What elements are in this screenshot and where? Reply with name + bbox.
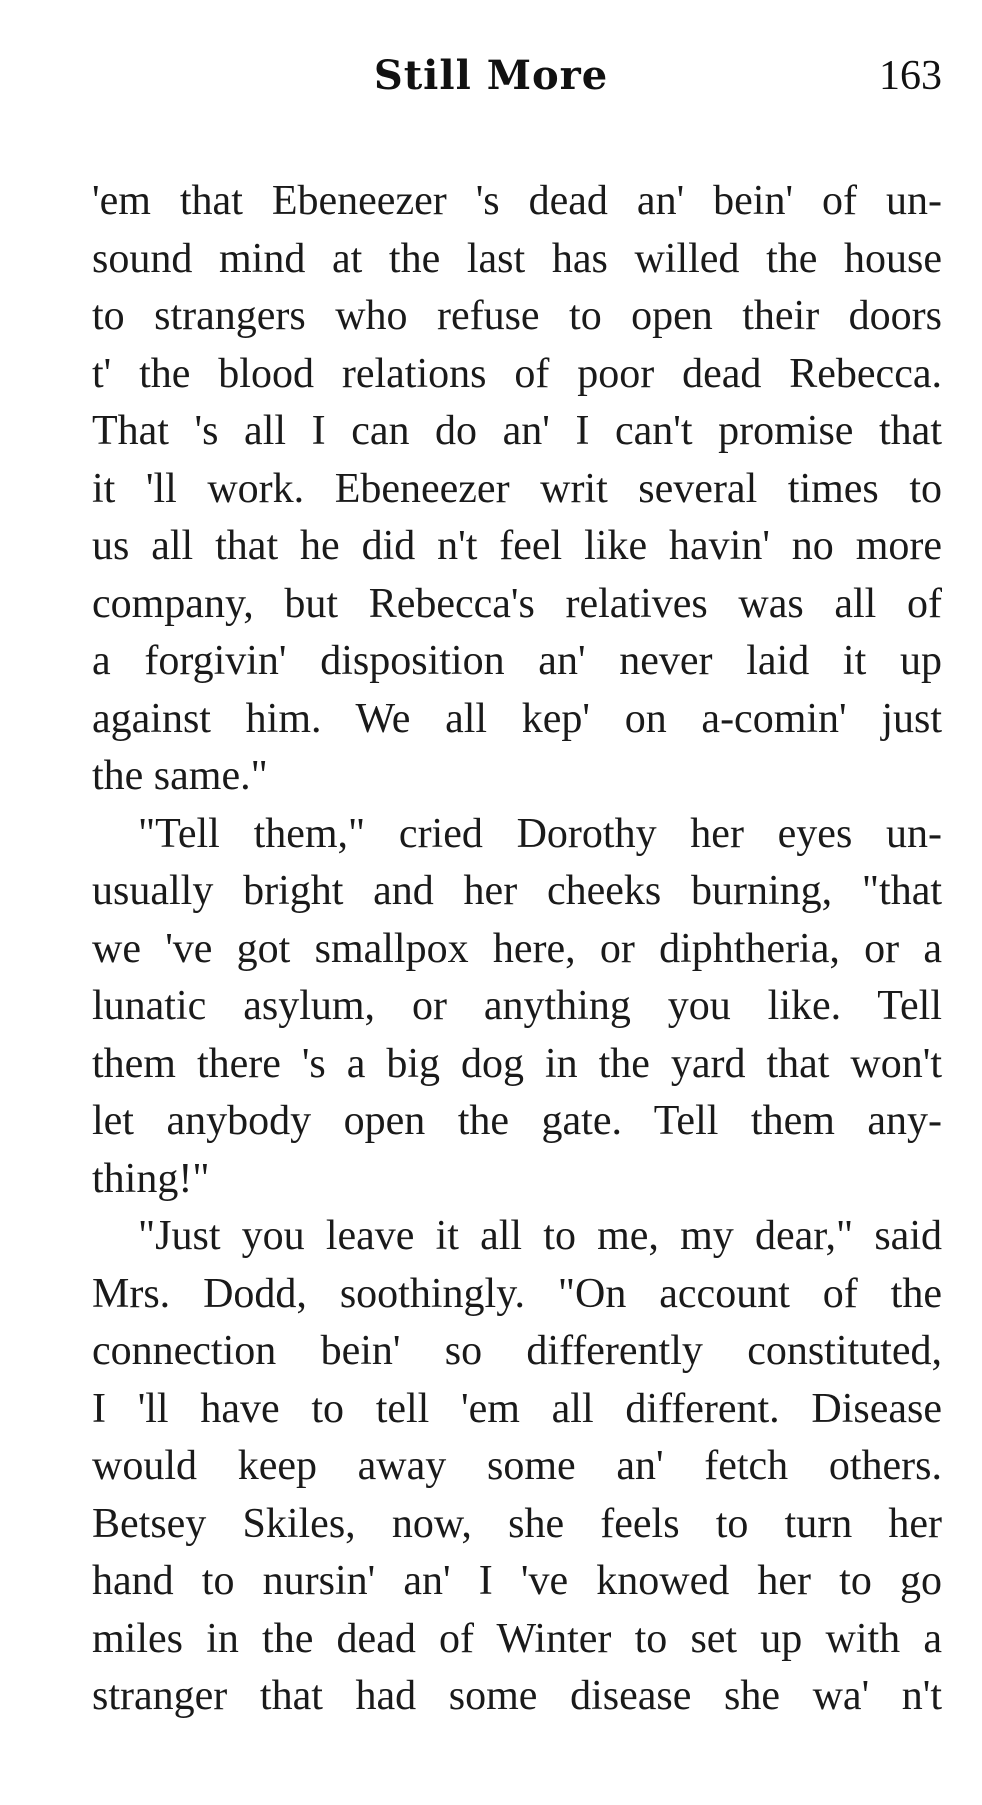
text-line: thing!" — [92, 1155, 210, 1202]
text-line: us all that he did n't feel like havin' no more — [92, 523, 942, 569]
text-line: connection bein' so differently constituted, — [92, 1328, 942, 1374]
text-line: miles in the dead of Winter to set up with a — [92, 1615, 942, 1662]
text-line: 'em that Ebeneezer 's dead an' bein' of un- — [92, 178, 942, 224]
text-line: against him. We all kep' on a-comin' just — [92, 695, 942, 742]
text-line: sound mind at the last has willed the house — [92, 235, 942, 282]
text-line: we 've got smallpox here, or diphtheria, or a — [92, 925, 942, 972]
text-line: to strangers who refuse to open their doors — [92, 293, 942, 339]
text-line: "Just you leave it all to me, my dear," said — [138, 1213, 942, 1259]
running-title: Still More — [373, 52, 609, 99]
text-line: "Tell them," cried Dorothy her eyes un- — [138, 810, 942, 857]
text-line: Mrs. Dodd, soothingly. "On account of the — [92, 1270, 942, 1317]
text-line: a forgivin' disposition an' never laid it up — [92, 638, 942, 684]
text-line: lunatic asylum, or anything you like. Tell — [92, 983, 942, 1029]
page-number: 163 — [879, 53, 942, 99]
text-line: Betsey Skiles, now, she feels to turn her — [92, 1500, 942, 1547]
text-line: I 'll have to tell 'em all different. Disease — [92, 1385, 942, 1432]
text-line: them there 's a big dog in the yard that won't — [92, 1040, 942, 1087]
text-line: the same." — [92, 753, 268, 799]
text-line: t' the blood relations of poor dead Rebecca. — [92, 350, 942, 397]
body-text — [92, 173, 942, 1726]
text-line: usually bright and her cheeks burning, "that — [92, 868, 942, 914]
text-line: let anybody open the gate. Tell them any- — [92, 1098, 942, 1144]
text-line: it 'll work. Ebeneezer writ several times to — [92, 465, 942, 512]
text-line: company, but Rebecca's relatives was all of — [92, 580, 942, 627]
text-line: hand to nursin' an' I 've knowed her to go — [92, 1558, 942, 1604]
text-line: stranger that had some disease she wa' n't — [92, 1673, 942, 1719]
running-head — [0, 44, 982, 114]
text-line: That 's all I can do an' I can't promise that — [92, 408, 942, 454]
text-line: would keep away some an' fetch others. — [92, 1443, 942, 1489]
